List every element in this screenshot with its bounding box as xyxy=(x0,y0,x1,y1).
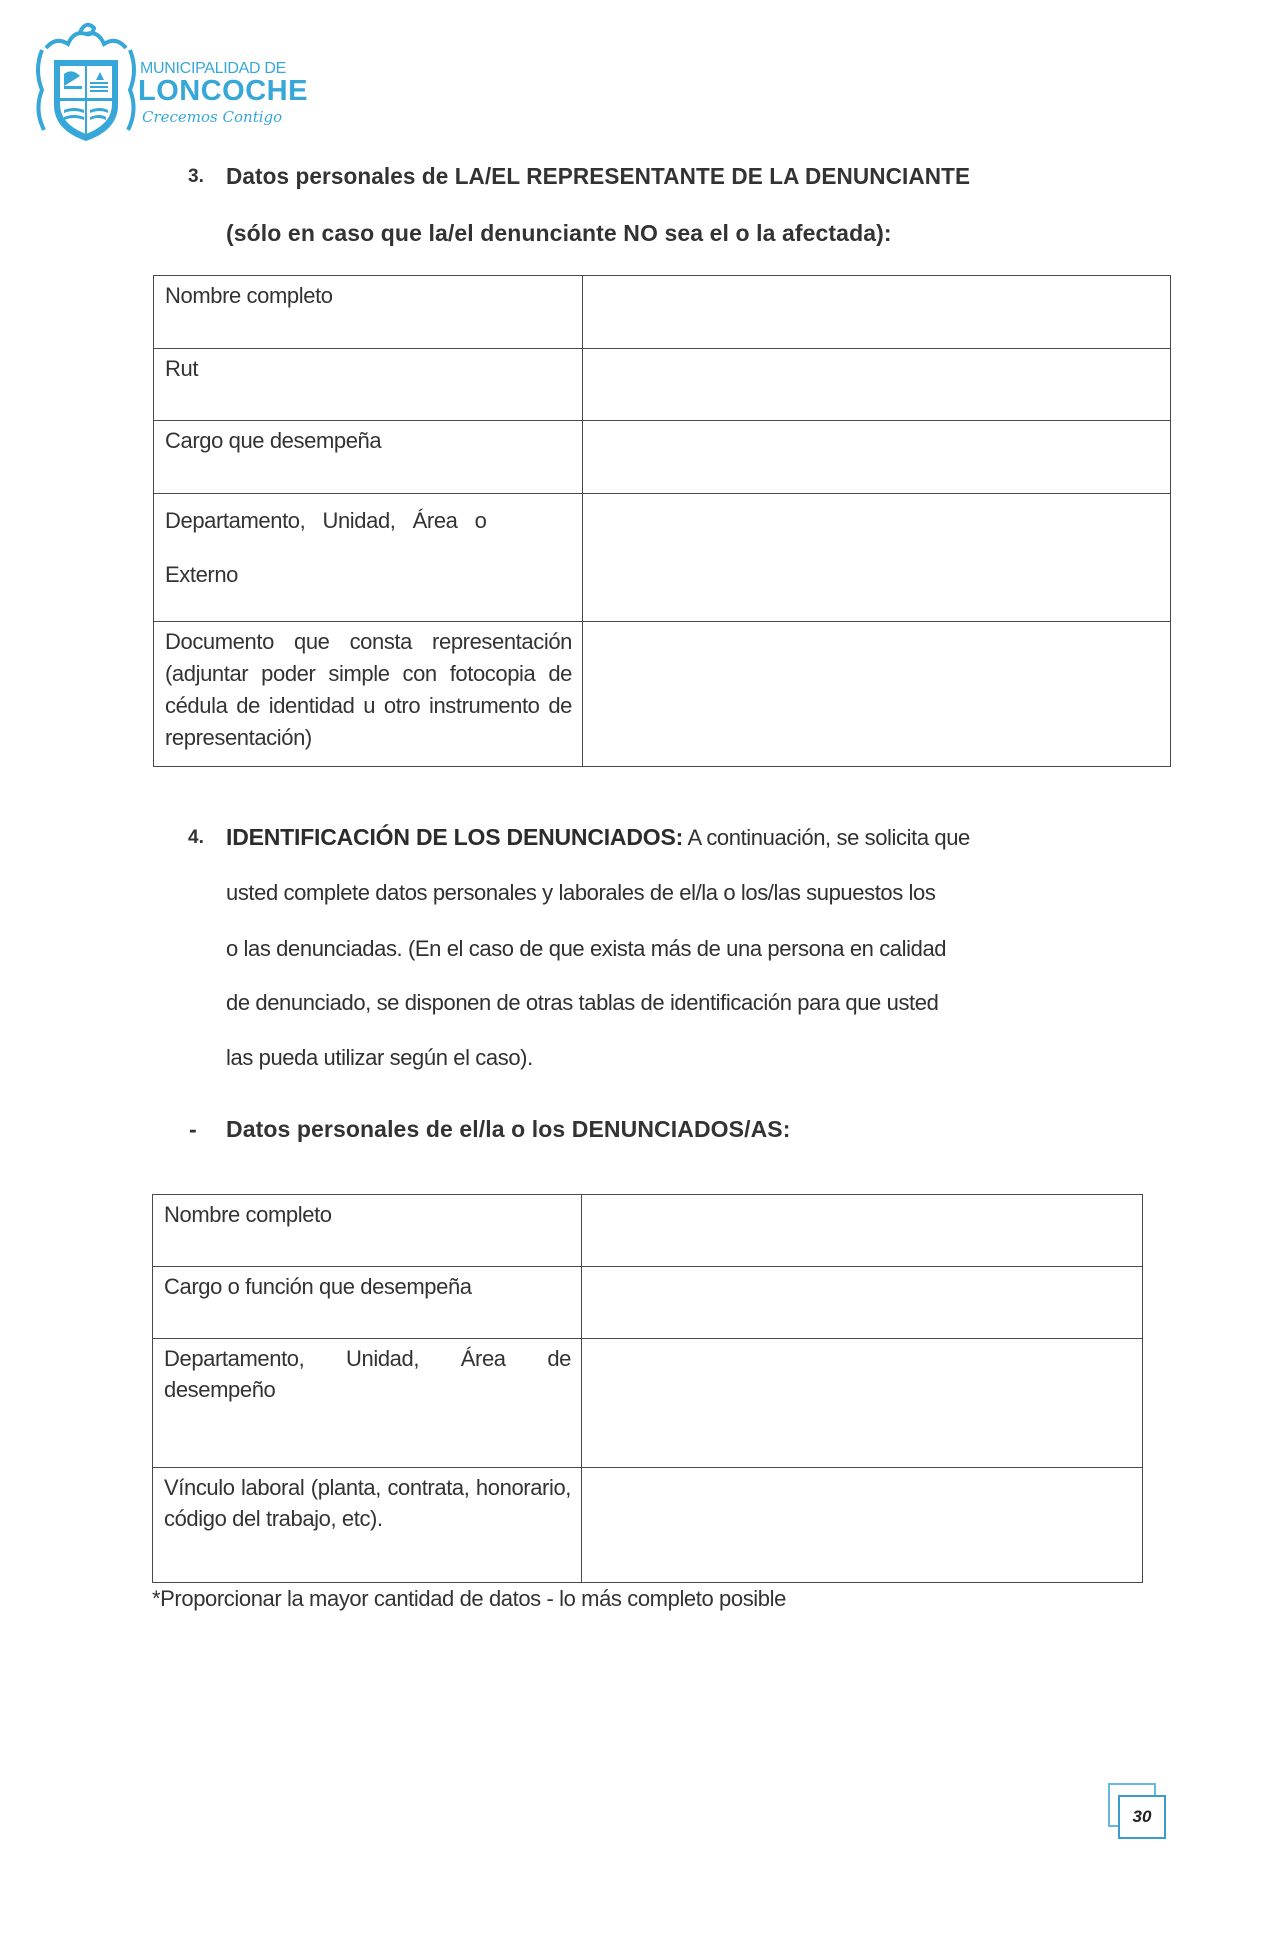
accused-subheading: Datos personales de el/la o los DENUNCIADOS/AS: xyxy=(226,1116,791,1142)
field-label: Cargo que desempeña xyxy=(154,421,583,494)
footnote: *Proporcionar la mayor cantidad de datos - lo más completo posible xyxy=(152,1586,786,1611)
representative-data-table xyxy=(153,275,1171,767)
logo-municipality-label: MUNICIPALIDAD DE xyxy=(140,60,287,77)
table-row xyxy=(153,1267,1143,1339)
page-number-badge xyxy=(1108,1783,1166,1841)
section3-subtitle: (sólo en caso que la/el denunciante NO sea el o la afectada): xyxy=(226,220,892,246)
field-label: Cargo o función que desempeña xyxy=(153,1267,582,1339)
table-row xyxy=(154,276,1171,349)
section3-number: 3. xyxy=(188,166,204,187)
position-field[interactable] xyxy=(583,421,1171,494)
accused-data-table xyxy=(152,1194,1143,1583)
table-row xyxy=(154,421,1171,494)
section4-paragraph-line: usted complete datos personales y laborales de el/la o los/las supuestos los xyxy=(226,880,936,905)
table-row xyxy=(154,349,1171,421)
section4-paragraph-line: de denunciado, se disponen de otras tablas de identificación para que usted xyxy=(226,990,939,1015)
accused-full-name-field[interactable] xyxy=(582,1195,1143,1267)
department-field[interactable] xyxy=(583,494,1171,622)
coat-of-arms-icon xyxy=(32,20,140,145)
table-row xyxy=(153,1195,1143,1267)
field-label: Nombre completo xyxy=(153,1195,582,1267)
accused-department-field[interactable] xyxy=(582,1339,1143,1468)
logo-city-name: LONCOCHE xyxy=(138,75,308,107)
table-row xyxy=(153,1468,1143,1583)
field-label xyxy=(154,494,583,622)
logo-slogan: Crecemos Contigo xyxy=(142,108,283,126)
representation-document-field[interactable] xyxy=(583,622,1171,767)
field-label: Vínculo laboral (planta, contrata, honorario, código del trabajo, etc). xyxy=(153,1468,582,1583)
field-label-line: Externo xyxy=(165,562,239,587)
accused-position-field[interactable] xyxy=(582,1267,1143,1339)
rut-field[interactable] xyxy=(583,349,1171,421)
full-name-field[interactable] xyxy=(583,276,1171,349)
section4-title: IDENTIFICACIÓN DE LOS DENUNCIADOS: xyxy=(226,824,684,850)
section4-paragraph-line: las pueda utilizar según el caso). xyxy=(226,1045,533,1070)
section4-paragraph-line: o las denunciadas. (En el caso de que exista más de una persona en calidad xyxy=(226,936,947,961)
section4-text: A continuación, se solicita que xyxy=(683,825,970,850)
section3-title: Datos personales de LA/EL REPRESENTANTE DE LA DENUNCIANTE xyxy=(226,163,971,189)
field-label: Documento que consta representación (adjuntar poder simple con fotocopia de cédula de identidad u otro instrumento de representación) xyxy=(154,622,583,767)
field-label: Departamento, Unidad, Área de desempeño xyxy=(153,1339,582,1468)
table-row xyxy=(154,494,1171,622)
employment-relationship-field[interactable] xyxy=(582,1468,1143,1583)
subheading-bullet: - xyxy=(189,1116,197,1142)
page-badge-frame xyxy=(1118,1795,1166,1839)
field-label-line: Departamento, Unidad, Área o xyxy=(165,508,487,533)
field-label: Nombre completo xyxy=(154,276,583,349)
section4-number: 4. xyxy=(188,827,204,848)
page-number: 30 xyxy=(1132,1807,1152,1826)
table-row xyxy=(154,622,1171,767)
municipality-logo xyxy=(30,18,308,148)
field-label: Rut xyxy=(154,349,583,421)
section4-paragraph-line xyxy=(226,824,970,851)
table-row xyxy=(153,1339,1143,1468)
